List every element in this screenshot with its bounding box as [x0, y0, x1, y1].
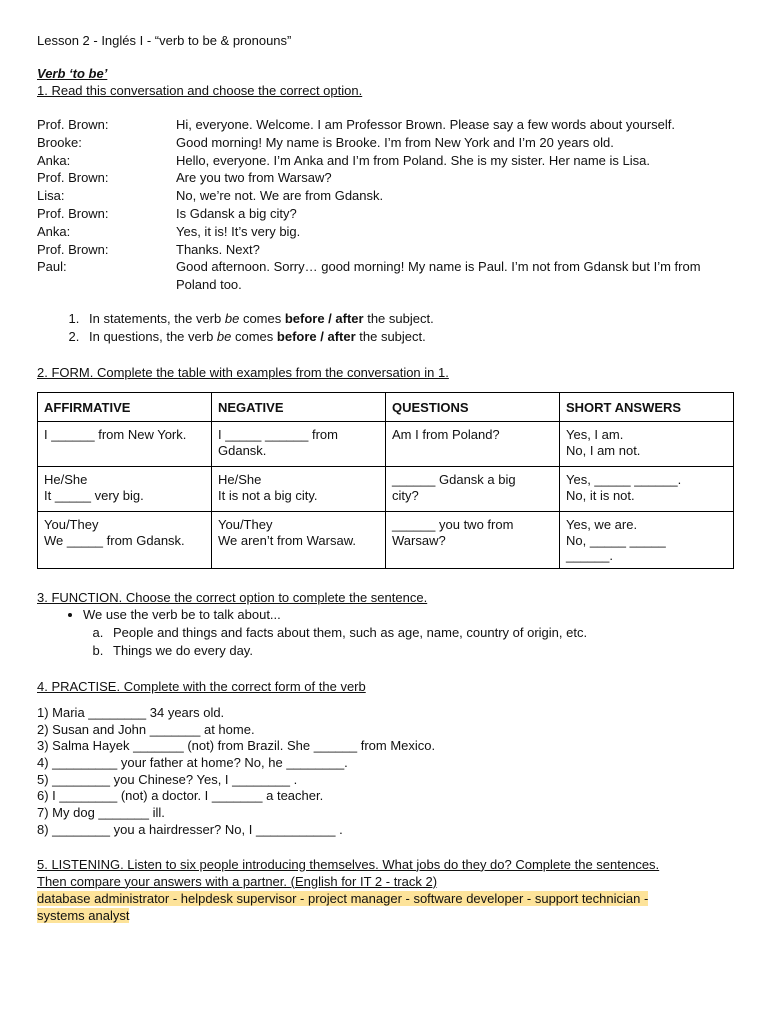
lesson-header: Lesson 2 - Inglés I - “verb to be & pronouns” — [37, 33, 292, 48]
rule-text: In statements, the verb — [89, 310, 225, 326]
ex5-instruction-line2: Then compare your answers with a partner. (English for IT 2 - track 2) — [37, 873, 438, 889]
speaker-label: Anka: — [37, 152, 71, 168]
speaker-label: Prof. Brown: — [37, 205, 109, 221]
conversation — [37, 116, 737, 294]
practise-item: 8) ________ you a hairdresser? No, I ___________ . — [37, 821, 343, 837]
speaker-label: Prof. Brown: — [37, 117, 109, 132]
table-cell — [38, 422, 212, 467]
function-option: a. People and things and facts about them, such as age, name, country of origin, etc. — [107, 624, 737, 642]
cell-line: No, _____ _____ — [566, 532, 666, 548]
cell-line: ______ Gdansk a big — [392, 472, 516, 488]
cell-line: I _____ ______ from — [218, 427, 338, 443]
table-cell — [386, 512, 560, 569]
cell-line: I ______ from New York. — [44, 427, 187, 443]
table-cell — [38, 512, 212, 569]
table-cell — [212, 512, 386, 569]
table-cell — [560, 512, 734, 569]
speaker-line: No, we’re not. We are from Gdansk. — [176, 188, 384, 204]
cell-line: No, I am not. — [566, 442, 641, 458]
cell-line: We _____ from Gdansk. — [44, 532, 185, 548]
function-list — [37, 606, 737, 660]
speaker-label: Prof. Brown: — [37, 170, 109, 186]
table-cell — [386, 467, 560, 512]
practise-item: 2) Susan and John _______ at home. — [37, 721, 255, 737]
table-header-row — [38, 392, 734, 422]
document-page — [37, 32, 737, 924]
cell-line: No, it is not. — [566, 487, 635, 503]
practise-list — [37, 705, 737, 839]
speaker-line: Yes, it is! It’s very big. — [176, 223, 301, 239]
speaker-line: Good morning! My name is Brooke. I’m from New York and I’m 20 years old. — [176, 134, 614, 150]
function-options — [83, 624, 737, 660]
ex2-instruction: 2. FORM. Complete the table with examples from the conversation in 1. — [37, 364, 449, 380]
speaker-label: Lisa: — [37, 188, 65, 204]
header-short-answers: SHORT ANSWERS — [560, 392, 734, 422]
jobs-line2: systems analyst — [37, 907, 130, 923]
speaker-line: Are you two from Warsaw? — [176, 170, 332, 186]
cell-line: We aren’t from Warsaw. — [218, 532, 356, 548]
rule-text: the subject. — [355, 328, 426, 344]
speaker-line: Hi, everyone. Welcome. I am Professor Brown. Please say a few words about yourself. — [176, 117, 676, 132]
rule-option: before / after — [276, 328, 356, 344]
rule-text: comes — [231, 328, 277, 344]
rule-text: In questions, the verb — [89, 328, 217, 344]
cell-line: You/They — [218, 517, 273, 533]
form-table — [37, 392, 734, 569]
cell-line: ______ you two from — [392, 517, 514, 533]
cell-line: Yes, we are. — [566, 517, 638, 533]
header-affirmative: AFFIRMATIVE — [38, 392, 212, 422]
practise-item: 1) Maria ________ 34 years old. — [37, 704, 225, 720]
function-option: b. Things we do every day. — [107, 642, 737, 660]
table-cell — [560, 422, 734, 467]
rule-text: the subject. — [363, 310, 434, 326]
function-bullet-text: We use the verb be to talk about... — [83, 606, 281, 622]
ex3-instruction: 3. FUNCTION. Choose the correct option to complete the sentence. — [37, 589, 428, 605]
rule-verb: be — [224, 310, 240, 326]
header-negative: NEGATIVE — [212, 392, 386, 422]
header-questions: QUESTIONS — [386, 392, 560, 422]
speaker-label: Brooke: — [37, 134, 82, 150]
cell-line: Gdansk. — [218, 442, 267, 458]
cell-line: Am I from Poland? — [392, 427, 500, 443]
speaker-label: Anka: — [37, 223, 71, 239]
rule-verb: be — [216, 328, 232, 344]
cell-line: Yes, _____ ______. — [566, 472, 682, 488]
rule-item — [83, 328, 737, 346]
practise-item: 4) _________ your father at home? No, he ________. — [37, 755, 348, 771]
jobs-list — [37, 890, 737, 924]
table-row — [38, 467, 734, 512]
cell-line: Yes, I am. — [566, 427, 624, 443]
practise-item: 7) My dog _______ ill. — [37, 805, 165, 821]
rule-option: before / after — [284, 310, 364, 326]
speaker-label: Prof. Brown: — [37, 241, 109, 257]
practise-item: 6) I ________ (not) a doctor. I _______ a teacher. — [37, 788, 324, 804]
ex5-instruction-line1: 5. LISTENING. Listen to six people introducing themselves. What jobs do they do? Complete the sentences. — [37, 856, 660, 872]
speaker-line: Hello, everyone. I’m Anka and I’m from Poland. She is my sister. Her name is Lisa. — [176, 152, 650, 168]
rule-item — [83, 310, 737, 328]
speaker-line: Is Gdansk a big city? — [176, 205, 297, 221]
table-row — [38, 422, 734, 467]
rules-list — [37, 310, 737, 346]
speaker-line: Good afternoon. Sorry… good morning! My name is Paul. I’m not from Gdansk but I’m from Poland too. — [176, 259, 701, 293]
section-title: Verb ‘to be’ — [37, 66, 108, 81]
rule-text: comes — [239, 310, 285, 326]
ex1-instruction: 1. Read this conversation and choose the correct option. — [37, 83, 363, 98]
cell-line: He/She — [218, 472, 262, 488]
cell-line: You/They — [44, 517, 99, 533]
ex4-instruction: 4. PRACTISE. Complete with the correct form of the verb — [37, 678, 366, 694]
jobs-line1: database administrator - helpdesk supervisor - project manager - software developer - support technician - — [37, 890, 649, 906]
table-cell — [212, 422, 386, 467]
table-cell — [560, 467, 734, 512]
practise-item: 3) Salma Hayek _______ (not) from Brazil. She ______ from Mexico. — [37, 738, 436, 754]
cell-line: city? — [392, 487, 419, 503]
cell-line: Warsaw? — [392, 532, 446, 548]
speaker-label: Paul: — [37, 259, 67, 275]
table-cell — [38, 467, 212, 512]
table-cell — [212, 467, 386, 512]
cell-line: It is not a big city. — [218, 487, 318, 503]
speaker-line: Thanks. Next? — [176, 241, 260, 257]
cell-line: It _____ very big. — [44, 487, 144, 503]
table-cell — [386, 422, 560, 467]
practise-item: 5) ________ you Chinese? Yes, I ________ . — [37, 771, 298, 787]
cell-line: ______. — [566, 548, 613, 564]
cell-line: He/She — [44, 472, 88, 488]
table-row — [38, 512, 734, 569]
function-bullet — [83, 606, 737, 660]
